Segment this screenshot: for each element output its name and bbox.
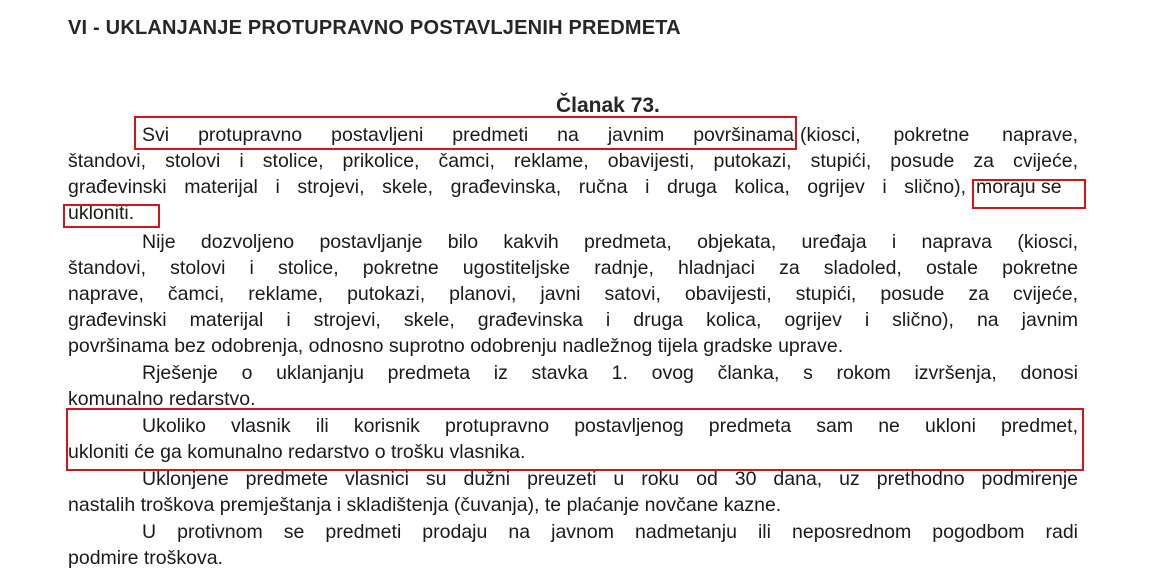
paragraph-3-line-1: Rješenje o uklanjanju predmeta iz stavka 1. ovog članka, s rokom izvršenja, donosi [142,362,1078,384]
paragraph-6-line-1: U protivnom se predmeti prodaju na javnom nadmetanju ili neposrednom pogodbom radi [142,521,1078,543]
section-heading: VI - UKLANJANJE PROTUPRAVNO POSTAVLJENIH PREDMETA [68,17,681,39]
paragraph-5-line-2: nastalih troškova premještanja i skladištenja (čuvanja), te plaćanje novčane kazne. [68,494,782,516]
paragraph-1-line-1b: (kiosci, pokretne naprave, [800,124,1078,146]
paragraph-1-line-3b: moraju se [976,176,1062,198]
paragraph-2-line-4: građevinski materijal i strojevi, skele, građevinska i druga kolica, ogrijev i slično), na javnim [68,309,1078,331]
paragraph-1-line-2: štandovi, stolovi i stolice, prikolice, čamci, reklame, obavijesti, putokazi, stupići, posude za cvijeće, [68,150,1078,172]
paragraph-1-line-4: ukloniti. [68,202,135,224]
paragraph-4-line-1: Ukoliko vlasnik ili korisnik protupravno postavljenog predmeta sam ne ukloni predmet, [142,415,1078,437]
paragraph-2-line-3: naprave, čamci, reklame, putokazi, planovi, javni satovi, obavijesti, stupići, posude za cvijeće, [68,283,1078,305]
paragraph-1-line-3a: građevinski materijal i strojevi, skele, građevinska, ručna i druga kolica, ogrijev i slično), [68,176,966,198]
paragraph-3-line-2: komunalno redarstvo. [68,388,256,410]
paragraph-6-line-2: podmire troškova. [68,547,223,569]
paragraph-1-line-1a: Svi protupravno postavljeni predmeti na javnim površinama [142,124,794,146]
paragraph-5-line-1: Uklonjene predmete vlasnici su dužni preuzeti u roku od 30 dana, uz prethodno podmirenje [142,468,1078,490]
paragraph-2-line-5: površinama bez odobrenja, odnosno suprotno odobrenju nadležnog tijela gradske uprave. [68,335,844,357]
paragraph-4-line-2: ukloniti će ga komunalno redarstvo o trošku vlasnika. [68,441,526,463]
article-title: Članak 73. [556,94,660,117]
paragraph-2-line-1: Nije dozvoljeno postavljanje bilo kakvih predmeta, objekata, uređaja i naprava (kiosci, [142,231,1078,253]
paragraph-2-line-2: štandovi, stolovi i stolice, pokretne ugostiteljske radnje, hladnjaci za sladoled, ostale pokretne [68,257,1078,279]
